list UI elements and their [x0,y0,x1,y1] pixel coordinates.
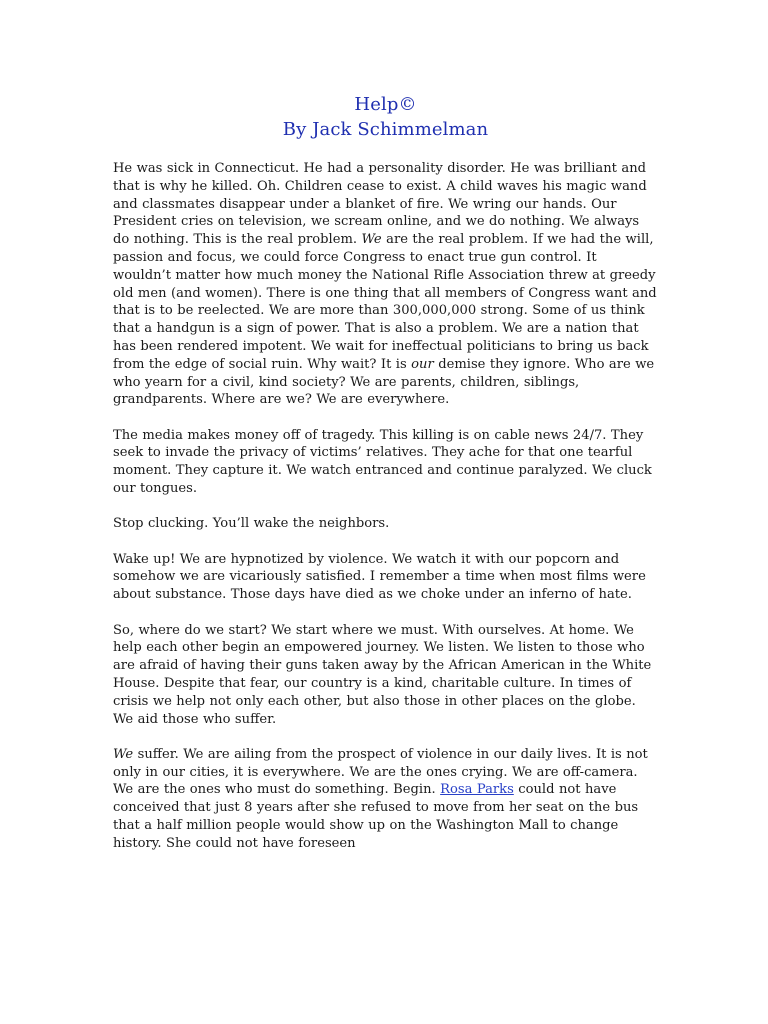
document-body [113,160,658,853]
italic-text: We [113,746,134,762]
paragraph [113,515,658,533]
document-page [113,92,658,870]
paragraph-text: So, where do we start? We start where we must. With ourselves. At home. We help each other begin an empowered journey. We listen. We listen to those who are afraid of having their guns taken away by the African American in the White House. Despite that fear, our country is a kind, charitable culture. In times of crisis we help not only each other, but also those in other places on the globe. We aid those who suffer. [113,622,652,727]
paragraph [113,551,658,604]
paragraph-text: are the real problem. If we had the will, passion and focus, we could force Congress to enact true gun control. It wouldn’t matter how much money the National Rifle Association threw at greedy old men (and women). There is one thing that all members of Congress want and that is to be reelected. We are more than 300,000,000 strong. Some of us think that a handgun is a sign of power. That is also a problem. We are a nation that has been rendered impotent. We wait for ineffectual politicians to bring us back from the edge of social ruin. Why wait? It is [113,232,657,372]
paragraph [113,160,658,409]
italic-text: our [411,356,434,372]
paragraph [113,622,658,729]
paragraph [113,746,658,853]
paragraph-text: He was sick in Connecticut. He had a personality disorder. He was brilliant and that is why he killed. Oh. Children cease to exist. A child waves his magic wand and classmates disappear under a blanket of fire. We wring our hands. Our President cries on television, we scream online, and we do nothing. We always do nothing. This is the real problem. [113,161,647,248]
rosa-parks-link[interactable]: Rosa Parks [440,782,514,798]
document-title: Help© [354,94,417,115]
title-block [113,92,658,142]
paragraph-text: The media makes money off of tragedy. This killing is on cable news 24/7. They seek to invade the privacy of victims’ relatives. They ache for that one tearful moment. They capture it. We watch entranced and continue paralyzed. We cluck our tongues. [113,427,652,497]
paragraph-text: could not have conceived that just 8 years after she refused to move from her seat on the bus that a half million people would show up on the Washington Mall to change history. She could not have foreseen [113,782,639,851]
paragraph-text: suffer. We are ailing from the prospect of violence in our daily lives. It is not only in our cities, it is everywhere. We are the ones crying. We are off-camera. We are the ones who must do something. Begin. [113,746,648,798]
paragraph-text: Stop clucking. You’ll wake the neighbors. [113,516,390,532]
paragraph [113,427,658,498]
paragraph-text: Wake up! We are hypnotized by violence. We watch it with our popcorn and somehow we are vicariously satisfied. I remember a time when most films were about substance. Those days have died as we choke under an inferno of hate. [113,551,646,603]
author-line: By Jack Schimmelman [282,119,489,140]
italic-text: We [361,232,382,248]
paragraph-text: demise they ignore. Who are we who yearn for a civil, kind society? We are parents, children, siblings, grandparents. Where are we? We are everywhere. [113,356,655,408]
